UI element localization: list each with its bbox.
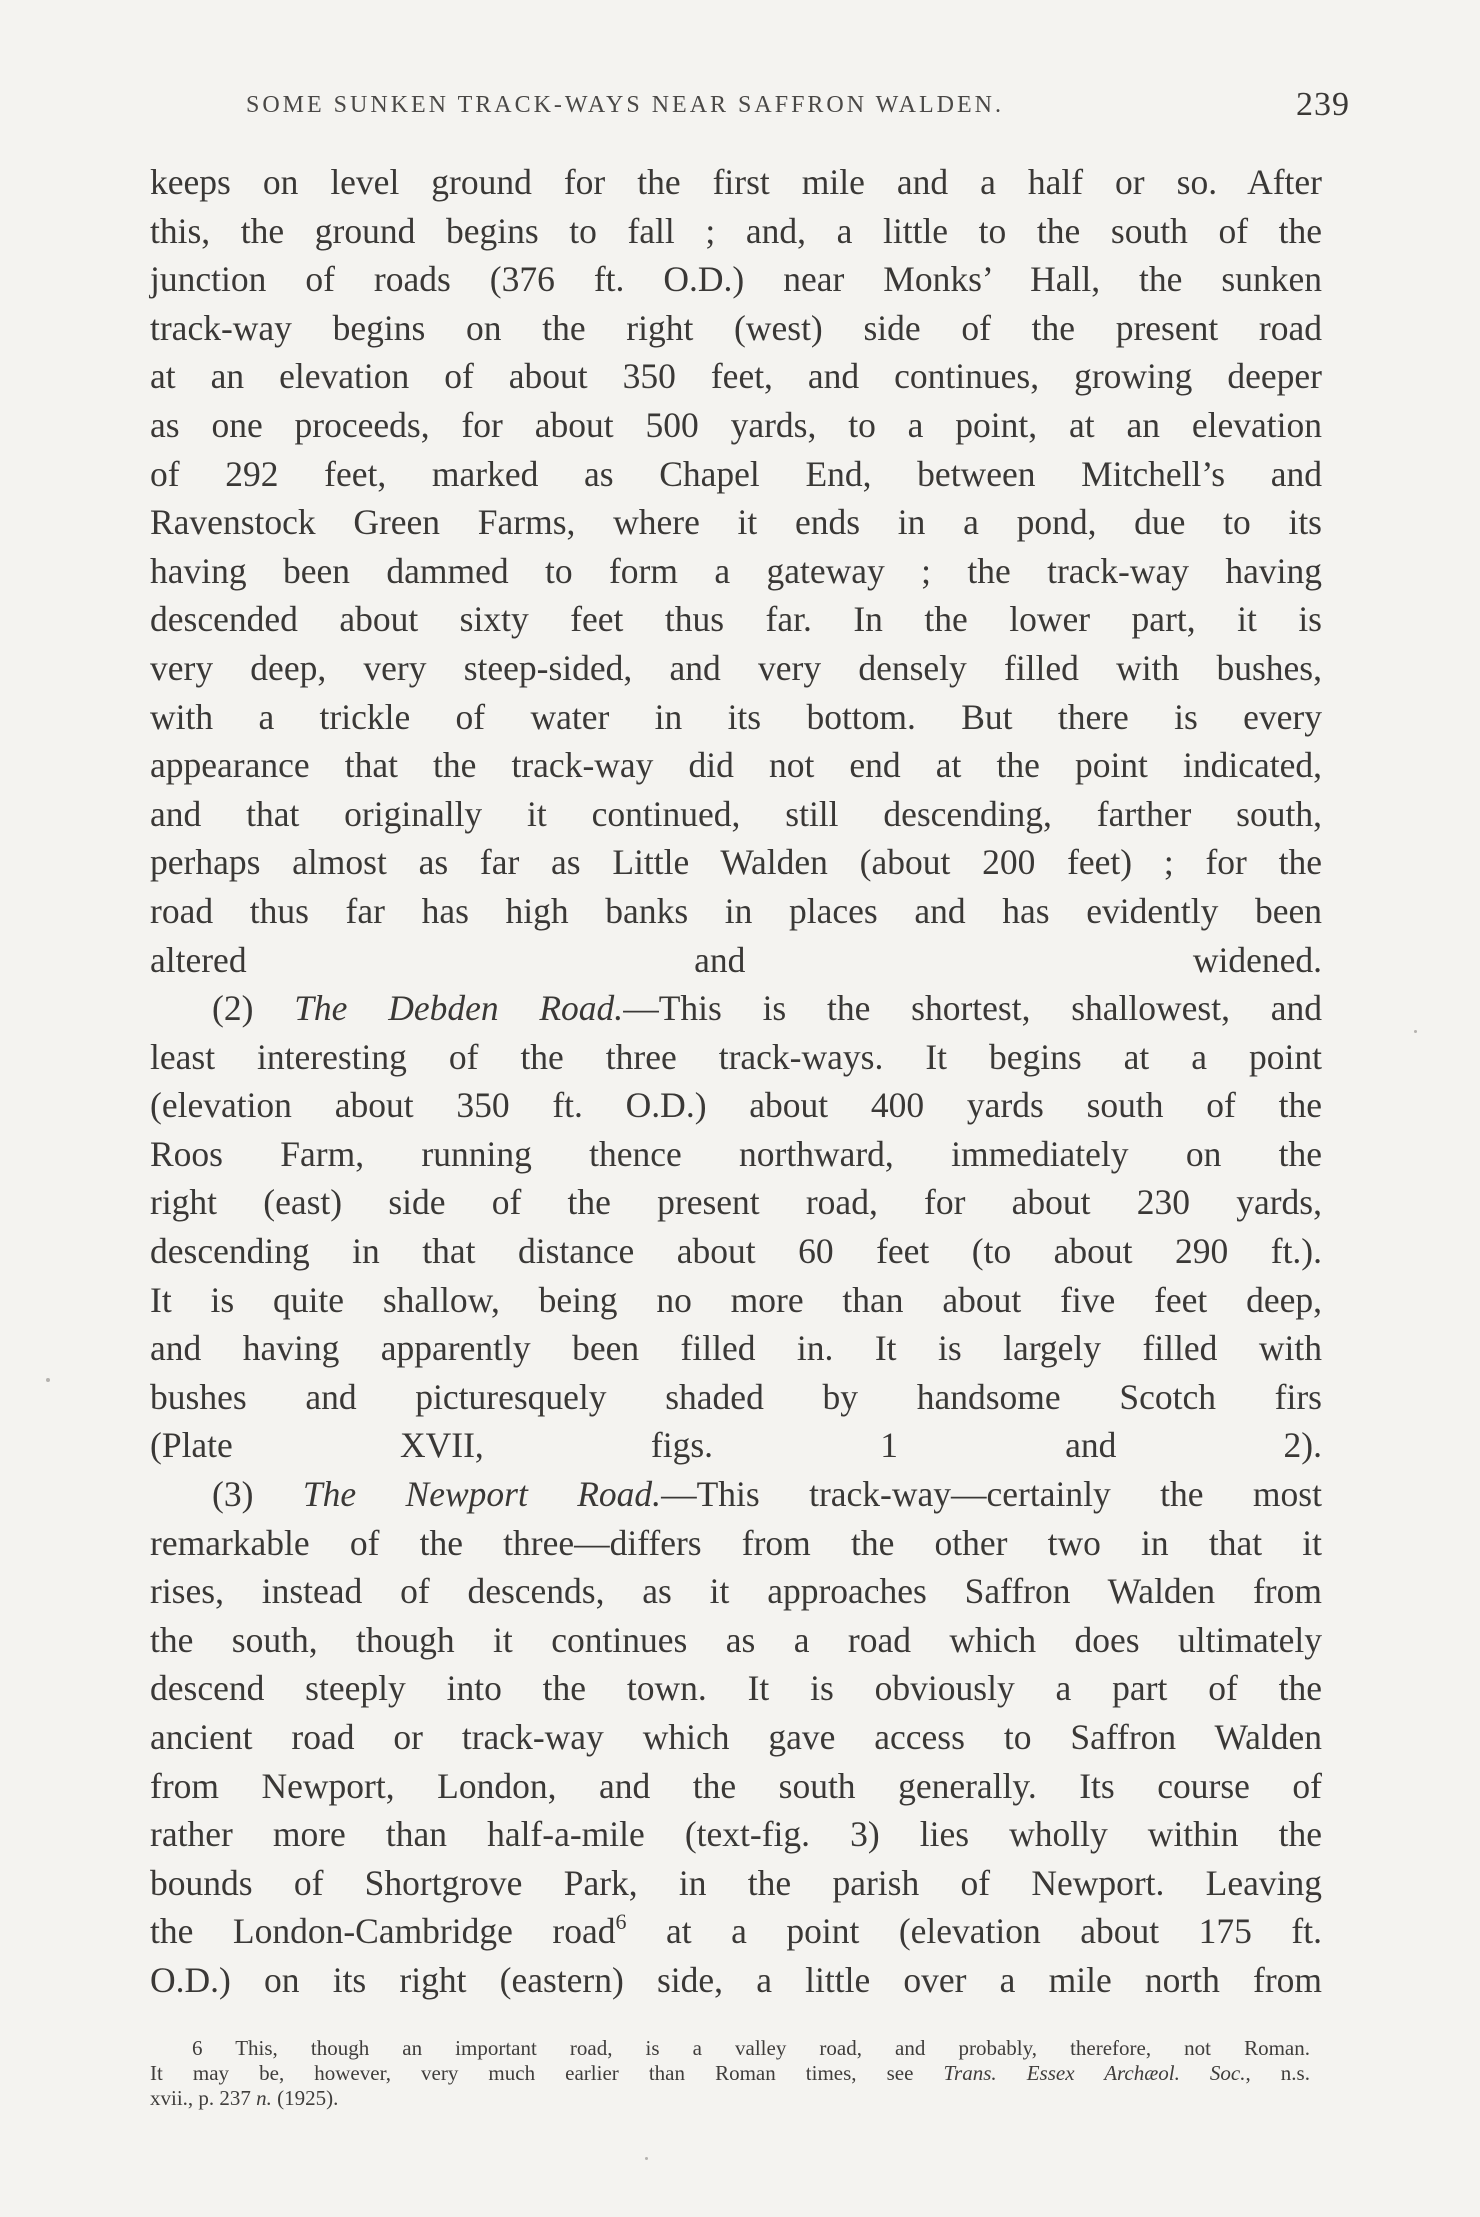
text-line: O.D.) on its right (eastern) side, a little over a mile north from: [150, 1959, 1322, 2000]
text-fragment: at a point (elevation about 175 ft.: [626, 1911, 1322, 1952]
text-line: keeps on level ground for the first mile and a half or so. After: [150, 162, 1322, 202]
text-fragment: the London-Cambridge road: [150, 1911, 616, 1952]
text-line: very deep, very steep-sided, and very densely filled with bushes,: [150, 647, 1322, 688]
running-title: SOME SUNKEN TRACK-WAYS NEAR SAFFRON WALDEN.: [246, 92, 1004, 118]
text-line: Ravenstock Green Farms, where it ends in a pond, due to its: [150, 502, 1322, 543]
text-line: remarkable of the three—differs from the other two in that it: [150, 1522, 1322, 1563]
text-line: [150, 1470, 1322, 1519]
text-line: ancient road or track-way which gave access to Saffron Walden: [150, 1717, 1322, 1757]
section-number: (2): [212, 988, 254, 1029]
text-line: descended about sixty feet thus far. In the lower part, it is: [150, 599, 1322, 640]
paragraph-2: [150, 984, 1322, 1470]
text-line: with a trickle of water in its bottom. But there is every: [150, 696, 1322, 737]
text-line: from Newport, London, and the south generally. Its course of: [150, 1765, 1322, 1806]
text-fragment: It may be, however, very much earlier than Roman times, see: [150, 2061, 944, 2085]
text-line: bushes and picturesquely shaded by handsome Scotch firs: [150, 1376, 1322, 1417]
footnote-line: [150, 2061, 1310, 2086]
paper-speck: [46, 1378, 50, 1382]
text-line: rather more than half-a-mile (text-fig. 3) lies wholly within the: [150, 1814, 1322, 1855]
text-line: (Plate XVII, figs. 1 and 2).: [150, 1425, 1322, 1466]
text-line: and that originally it continued, still descending, farther south,: [150, 793, 1322, 834]
text-line: perhaps almost as far as Little Walden (about 200 feet) ; for the: [150, 842, 1322, 883]
text-fragment: —This track-way—certainly the most: [661, 1474, 1322, 1515]
text-fragment: n.: [256, 2086, 272, 2110]
paragraph-3: [150, 1470, 1322, 2005]
paragraph-1: [150, 158, 1322, 984]
footnote: [150, 2036, 1310, 2111]
citation-title: Trans. Essex Archæol. Soc.: [943, 2061, 1246, 2085]
footnote-line: [150, 2036, 1310, 2061]
text-line: bounds of Shortgrove Park, in the parish of Newport. Leaving: [150, 1862, 1322, 1903]
text-line: descend steeply into the town. It is obviously a part of the: [150, 1668, 1322, 1709]
text-line: this, the ground begins to fall ; and, a little to the south of the: [150, 210, 1322, 251]
text-line: [150, 1907, 1322, 1956]
text-line: altered and widened.: [150, 939, 1322, 980]
text-line: [150, 984, 1322, 1033]
text-line: rises, instead of descends, as it approaches Saffron Walden from: [150, 1571, 1322, 1612]
section-heading: The Debden Road.: [294, 988, 624, 1029]
footnote-reference[interactable]: 6: [615, 1908, 627, 1934]
text-line: Roos Farm, running thence northward, immediately on the: [150, 1133, 1322, 1174]
section-number: (3): [212, 1474, 254, 1515]
text-fragment: —This is the shortest, shallowest, and: [623, 988, 1322, 1029]
text-fragment: xvii., p. 237: [150, 2086, 257, 2110]
text-line: having been dammed to form a gateway ; the track-way having: [150, 550, 1322, 591]
text-line: (elevation about 350 ft. O.D.) about 400 yards south of the: [150, 1085, 1322, 1126]
paper-speck: [1414, 1030, 1417, 1033]
text-line: of 292 feet, marked as Chapel End, between Mitchell’s and: [150, 453, 1322, 494]
page-header: [150, 86, 1350, 136]
text-line: junction of roads (376 ft. O.D.) near Monks’ Hall, the sunken: [150, 259, 1322, 300]
text-line: track-way begins on the right (west) side of the present road: [150, 307, 1322, 348]
text-line: at an elevation of about 350 feet, and continues, growing deeper: [150, 356, 1322, 397]
section-heading: The Newport Road.: [302, 1474, 662, 1515]
text-line: appearance that the track-way did not end at the point indicated,: [150, 745, 1322, 786]
text-line: It is quite shallow, being no more than about five feet deep,: [150, 1279, 1322, 1320]
page-number: 239: [1296, 86, 1350, 123]
footnote-mark: 6: [192, 2036, 203, 2060]
text-line: and having apparently been filled in. It is largely filled with: [150, 1328, 1322, 1369]
text-fragment: (1925).: [271, 2086, 339, 2110]
text-line: right (east) side of the present road, for about 230 yards,: [150, 1182, 1322, 1223]
text-line: descending in that distance about 60 feet (to about 290 ft.).: [150, 1231, 1322, 1272]
text-line: least interesting of the three track-ways. It begins at a point: [150, 1036, 1322, 1077]
paper-speck: [645, 2157, 648, 2160]
text-line: road thus far has high banks in places and has evidently been: [150, 890, 1322, 931]
text-line: as one proceeds, for about 500 yards, to a point, at an elevation: [150, 404, 1322, 445]
text-line: the south, though it continues as a road which does ultimately: [150, 1619, 1322, 1660]
body-text: [150, 158, 1322, 2005]
text-fragment: This, though an important road, is a valley road, and probably, therefore, not Roman.: [235, 2036, 1310, 2060]
footnote-line: [150, 2086, 1310, 2111]
text-fragment: , n.s.: [1245, 2061, 1310, 2085]
